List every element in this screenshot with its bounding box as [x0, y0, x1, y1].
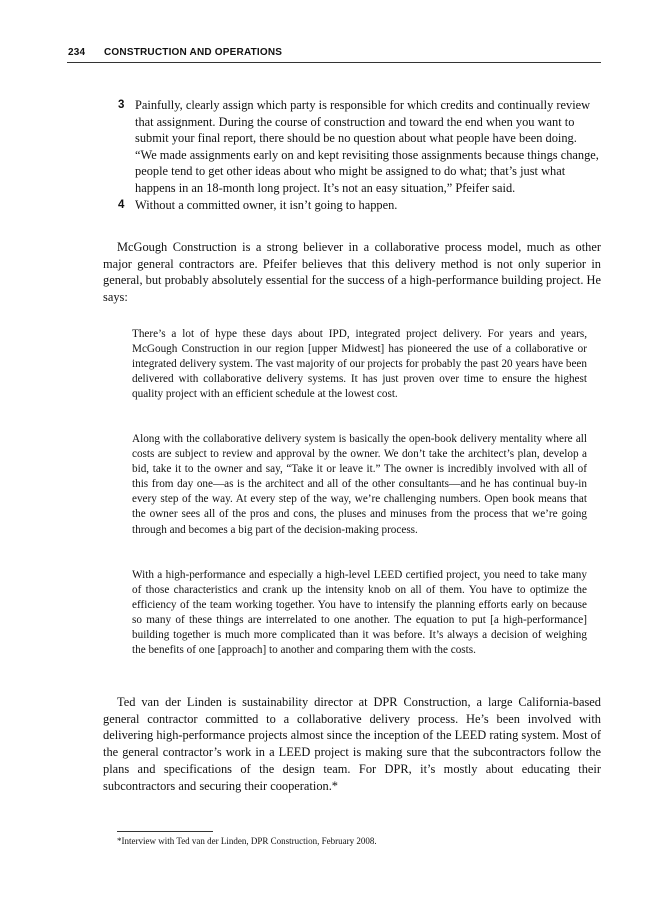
body-paragraph: Ted van der Linden is sustainability director at DPR Construction, a large California-based general contractor committed to a collaborative delivery process. He’s been involved with delivering high-performance projects almost since the inception of the LEED rating system. Most of the general contractor’s work in a LEED project is making sure that the subcontractors follow the plans and specifications of the design team. For DPR, it’s mostly about educating their subcontractors and securing their cooperation.* [103, 695, 601, 793]
block-quote-paragraph: With a high-performance and especially a high-level LEED certified project, you need to take many of those characteristics and crank up the intensity knob on all of them. You have to optimize the efficiency of the team working together. You have to intensify the planning efforts early on because so many of these things are interrelated to one another. The equation to put [a high-performance] building together is much more complicated than it was before. It’s always a decision of weighing the benefits of one [approach] to another and comparing them with the costs. [132, 569, 587, 657]
body-paragraph: McGough Construction is a strong believer in a collaborative process model, much as other major general contractors are. Pfeifer believes that this delivery method is not only superior in general, but probably absolutely essential for the success of a high-performance building project. He says: [103, 240, 601, 305]
list-item [118, 197, 601, 214]
list-item [118, 97, 601, 197]
running-header [67, 44, 601, 63]
footnote: *Interview with Ted van der Linden, DPR Construction, February 2008. [117, 836, 377, 846]
footnote-rule [117, 831, 213, 832]
page-number: 234 [68, 47, 86, 58]
numbered-list [118, 97, 601, 213]
running-title: CONSTRUCTION AND OPERATIONS [104, 47, 283, 58]
list-item-text: Painfully, clearly assign which party is responsible for which credits and continually review that assignment. During the course of construction and toward the end when you want to submit your final report, there should be no question about what people have been doing. “We made assignments early on and kept revisiting those assignments because things change, people tend to get other ideas about who might be assigned to do what; that’s just what happens in an 18-month long project. It’s not an easy situation,” Pfeifer said. [135, 98, 599, 195]
block-quote-paragraph: Along with the collaborative delivery system is basically the open-book delivery mentality where all costs are subject to review and approval by the owner. We don’t take the architect’s plan, develop a bid, take it to the owner and say, “Take it or leave it.” The owner is incredibly involved with all of this from day one—as is the architect and all of the other consultants—and he has continual buy-in every step of the way. At every step of the way, we’re challenging numbers. Open book means that the owner sees all of the pros and cons, the pluses and minuses from the process that we’re going through and becomes a big part of the decision-making process. [132, 433, 587, 536]
list-item-number: 4 [118, 198, 125, 211]
list-item-text: Without a committed owner, it isn’t going to happen. [135, 197, 398, 212]
list-item-number: 3 [118, 99, 125, 111]
block-quote-paragraph: There’s a lot of hype these days about IPD, integrated project delivery. For years and years, McGough Construction in our region [upper Midwest] has pioneered the use of a collaborative or integrated delivery system. The vast majority of our projects for probably the past 20 years have been delivered with collaborative delivery systems. It has just proven over time to ensure the highest quality project with an efficient schedule at the lowest cost. [132, 328, 587, 401]
